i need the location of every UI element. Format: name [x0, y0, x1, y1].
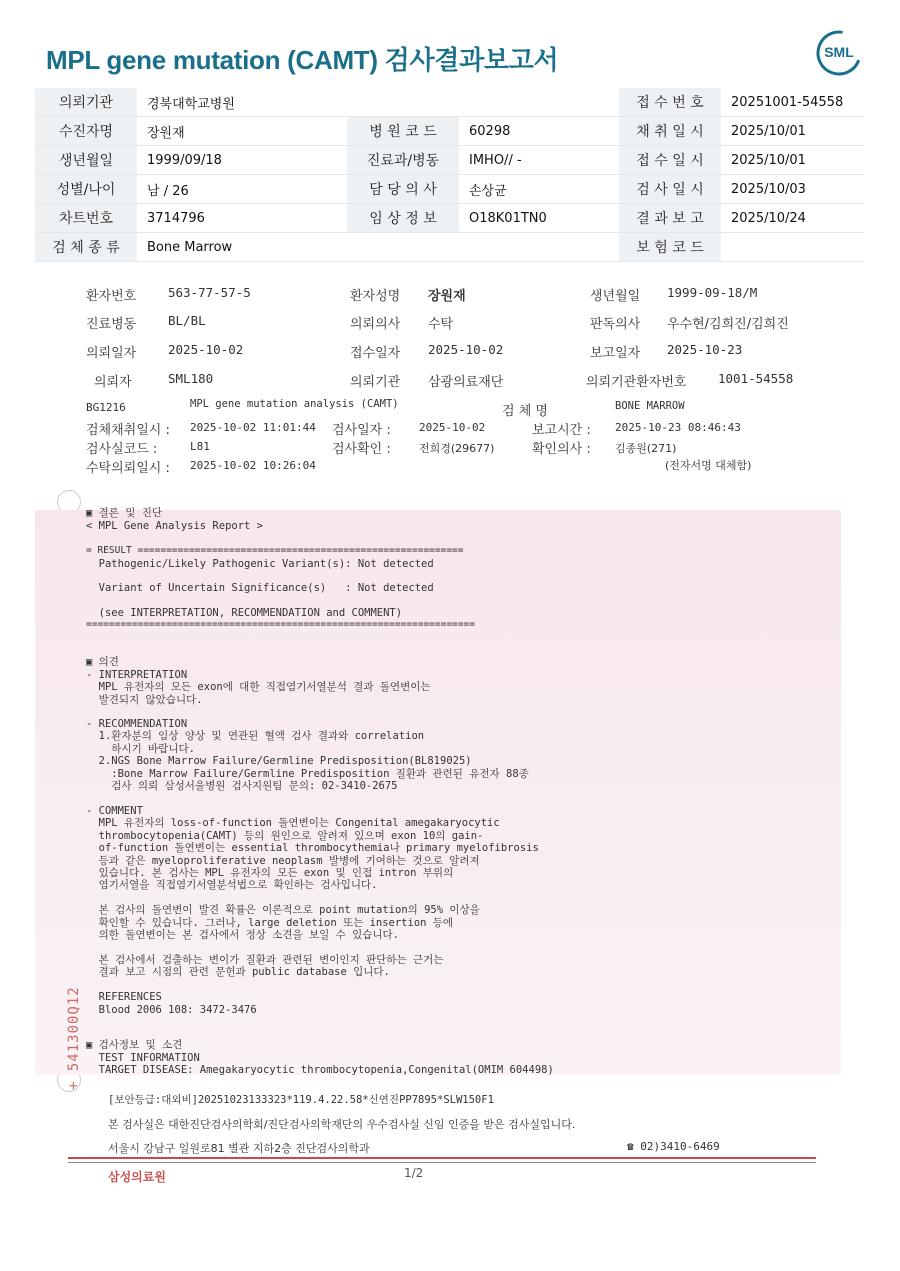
info-row: [35, 204, 864, 233]
confirm-doctor: 김종원(271): [615, 442, 677, 455]
info-label: 임 상 정 보: [347, 204, 459, 233]
test-code: BG1216: [86, 401, 126, 414]
confirm-label: 검사확인 :: [332, 442, 391, 457]
address: 서울시 강남구 일원로81 별관 지하2층 진단검사의학과: [108, 1142, 370, 1155]
footer-gray-line: [68, 1162, 816, 1163]
patient-number: 563-77-57-5: [168, 285, 251, 300]
info-label: 성별/나이: [35, 175, 137, 204]
info-value: 남 / 26: [137, 175, 347, 204]
collect-datetime: 2025-10-02 11:01:44: [190, 421, 316, 434]
patient-info-table: [35, 88, 864, 262]
collect-label: 검체채취일시 :: [86, 423, 170, 438]
info-label: 차트번호: [35, 204, 137, 233]
result-footer-line: ====================================================================: [86, 619, 475, 630]
test-date: 2025-10-02: [419, 421, 486, 434]
info-row: [35, 233, 864, 262]
info-label: 의뢰기관: [35, 88, 137, 117]
report-time-label: 보고시간 :: [532, 423, 591, 438]
info-value: 3714796: [137, 204, 347, 233]
confirm-doctor-label: 확인의사 :: [532, 442, 591, 457]
info-value: 20251001-54558: [721, 88, 864, 117]
referring-institution: 삼광의료재단: [428, 375, 504, 390]
birth-date: 1999-09-18/M: [667, 285, 758, 300]
scan-label: 의뢰자: [94, 375, 132, 390]
info-value: 2025/10/01: [721, 146, 864, 175]
patient-name: 장원재: [428, 289, 466, 304]
scan-label: 진료병동: [86, 317, 137, 332]
section-conclusion-title: ▣ 결론 및 진단: [86, 507, 163, 519]
info-label: 생년월일: [35, 146, 137, 175]
room-code: L81: [190, 440, 210, 453]
scan-label: 생년월일: [590, 289, 641, 304]
page-number: 1/2: [404, 1166, 424, 1180]
info-label: 접 수 일 시: [619, 146, 721, 175]
info-label: 채 취 일 시: [619, 117, 721, 146]
info-value: 장원재: [137, 117, 347, 146]
section-testinfo-title: ▣ 검사정보 및 소견: [86, 1039, 183, 1051]
reading-doctors: 우수현/김희진/김희진: [667, 317, 789, 332]
info-label: 결 과 보 고: [619, 204, 721, 233]
info-value: IMHO// -: [459, 146, 619, 175]
info-value: 2025/10/01: [721, 117, 864, 146]
logo-text: SML: [824, 44, 854, 60]
info-value: 60298: [459, 117, 619, 146]
info-label: [347, 88, 459, 117]
info-label: 접 수 번 호: [619, 88, 721, 117]
test-name: MPL gene mutation analysis (CAMT): [190, 398, 399, 410]
result-vus: Variant of Uncertain Significance(s) : Not detected: [86, 582, 434, 594]
room-label: 검사실코드 :: [86, 442, 158, 457]
info-value: [459, 233, 619, 262]
scan-label: 의뢰의사: [350, 317, 401, 332]
scan-label: 접수일자: [350, 346, 401, 361]
info-row: [35, 175, 864, 204]
report-date: 2025-10-23: [667, 342, 743, 357]
report-title: MPL gene mutation (CAMT) 검사결과보고서: [46, 45, 559, 75]
info-value: O18K01TN0: [459, 204, 619, 233]
specimen-label: 검 체 명: [502, 404, 548, 419]
result-header: = RESULT =========================================================: [86, 545, 464, 556]
report-subtitle: < MPL Gene Analysis Report >: [86, 520, 264, 532]
info-label: 담 당 의 사: [347, 175, 459, 204]
requester: SML180: [168, 371, 214, 386]
info-label: [347, 233, 459, 262]
ward: BL/BL: [168, 313, 206, 328]
recommendation: - RECOMMENDATION 1.환자분의 임상 양상 및 연관된 혈액 검사 결과와 correlation 하시기 바랍니다. 2.NGS Bone Marrow Failure/Germline Predisposition(BL819025) :Bone Marrow Failure/Germline Predisposition 질환과 관련된 유전자 88종 검사 의뢰 삼성서울병원 검사지원팀 문의: 02-3410-2675: [86, 718, 529, 793]
info-label: 수진자명: [35, 117, 137, 146]
info-row: [35, 146, 864, 175]
institution-patient-number: 1001-54558: [718, 371, 794, 386]
interpretation: - INTERPRETATION MPL 유전자의 모든 exon에 대한 직접염기서열분석 결과 돌연변이는 발견되지 않았습니다.: [86, 669, 431, 706]
test-date-label: 검사일자 :: [332, 423, 391, 438]
scan-label: 보고일자: [590, 346, 641, 361]
consign-label: 수탁의뢰일시 :: [86, 461, 170, 476]
info-label: 검 체 종 류: [35, 233, 137, 262]
report-time: 2025-10-23 08:46:43: [615, 421, 741, 434]
info-value: 2025/10/24: [721, 204, 864, 233]
scan-label: 환자성명: [350, 289, 401, 304]
confirmer: 전희경(29677): [419, 442, 495, 455]
info-value: [721, 233, 864, 262]
info-label: 보 험 코 드: [619, 233, 721, 262]
scan-label: 의뢰일자: [86, 346, 137, 361]
scan-label: 환자번호: [86, 289, 137, 304]
info-label: 진료과/병동: [347, 146, 459, 175]
info-row: [35, 88, 864, 117]
target-disease: TARGET DISEASE: Amegakaryocytic thrombocytopenia,Congenital(OMIM 604498): [86, 1064, 554, 1076]
phone-number: ☎ 02)3410-6469: [627, 1140, 720, 1153]
info-value: Bone Marrow: [137, 233, 347, 262]
info-value: 1999/09/18: [137, 146, 347, 175]
referring-doctor: 수탁: [428, 317, 454, 332]
comment: - COMMENT MPL 유전자의 loss-of-function 돌연변이는 Congenital amegakaryocytic thrombocytopenia(CAMT) 등의 원인으로 알려져 있으며 exon 10의 gain- of-function 돌연변이는 essential thrombocythemia나 primary myelofibrosis 등과 같은 myeloproliferative neoplasm 발병에 기여하는 것으로 알려져 있습니다. 본 검사는 MPL 유전자의 모든 exon 및 인접 intron 부위의 염기서열을 직접염기서열분석법으로 확인하는 검사입니다. 본 검사의 돌연변이 발견 확률은 이론적으로 point mutation의 95% 이상을 확인할 수 있습니다. 그러나, large deletion 또는 insertion 등에 의한 돌연변이는 본 검사에서 정상 소견을 보일 수 있습니다. 본 검사에서 검출하는 변이가 질환과 관련된 변이인지 판단하는 근거는 결과 보고 시점의 관련 문헌과 public database 입니다. REFERENCES Blood 2006 108: 3472-3476: [86, 805, 539, 1016]
request-date: 2025-10-02: [168, 342, 244, 357]
certification-text: 본 검사실은 대한진단검사의학회/진단검사의학재단의 우수검사실 신임 인증을 받은 검사실입니다.: [108, 1118, 576, 1131]
consign-datetime: 2025-10-02 10:26:04: [190, 459, 316, 472]
barcode-stamp: + 541300Q12: [66, 986, 82, 1090]
test-information: TEST INFORMATION: [86, 1052, 200, 1064]
info-value: [459, 88, 619, 117]
sml-logo: [816, 30, 862, 76]
footer-red-line: [68, 1157, 816, 1159]
security-line: [보안등급:대외비]20251023133323*119.4.22.58*신연진PP7895*SLW150F1: [108, 1094, 494, 1106]
receive-date: 2025-10-02: [428, 342, 504, 357]
result-pathogenic: Pathogenic/Likely Pathogenic Variant(s): Not detected: [86, 558, 434, 570]
section-opinion-title: ▣ 의견: [86, 656, 119, 668]
info-value: 손상균: [459, 175, 619, 204]
specimen-name: BONE MARROW: [615, 400, 685, 412]
scan-label: 판독의사: [590, 317, 641, 332]
esign-note: (전자서명 대체함): [665, 459, 752, 472]
scan-label: 의뢰기관: [350, 375, 401, 390]
info-value: 경북대학교병원: [137, 88, 347, 117]
scan-label: 의뢰기관환자번호: [586, 375, 687, 390]
info-label: 병 원 코 드: [347, 117, 459, 146]
info-label: 검 사 일 시: [619, 175, 721, 204]
result-see-note: (see INTERPRETATION, RECOMMENDATION and COMMENT): [86, 607, 403, 619]
info-value: 2025/10/03: [721, 175, 864, 204]
hospital-name: 삼성의료원: [108, 1170, 166, 1184]
info-row: [35, 117, 864, 146]
